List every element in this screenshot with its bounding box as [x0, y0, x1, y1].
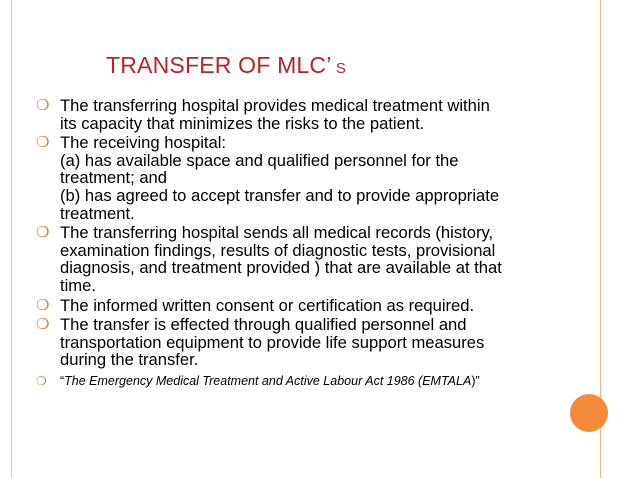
- bullet-text-line: The transfer is effected through qualified personnel and: [60, 315, 467, 335]
- reference-line: [60, 373, 586, 389]
- bullet-marker-icon: ❍: [36, 373, 47, 388]
- bullet-marker-icon: ❍: [36, 296, 50, 314]
- orange-circle-decoration: [570, 394, 608, 432]
- bullet-list: [36, 97, 586, 391]
- bullet-text-line: transportation equipment to provide life support measures: [60, 332, 485, 352]
- bullet-item-reference: [36, 373, 586, 389]
- slide-title: [106, 52, 346, 79]
- bullet-text-line: its capacity that minimizes the risks to the patient.: [60, 113, 425, 133]
- bullet-text-line: diagnosis, and treatment provided ) that are available at that: [60, 258, 502, 278]
- bullet-text-line: The receiving hospital:: [60, 133, 227, 153]
- bullet-text-line: during the transfer.: [60, 350, 199, 370]
- slide-title-suffix: S: [331, 60, 347, 77]
- bullet-text-line: The informed written consent or certification as required.: [60, 295, 475, 315]
- bullet-marker-icon: ❍: [36, 316, 50, 334]
- bullet-text-line: (b) has agreed to accept transfer and to provide appropriate: [60, 185, 500, 205]
- reference-open-quote: “: [60, 373, 65, 388]
- bullet-text-line: The transferring hospital provides medical treatment within: [60, 96, 490, 115]
- bullet-item-3: [36, 224, 586, 294]
- bullet-item-1: [36, 97, 586, 132]
- bullet-marker-icon: ❍: [36, 224, 50, 242]
- bullet-text-line: treatment.: [60, 203, 135, 223]
- bullet-item-5: [36, 316, 586, 369]
- bullet-item-4: [36, 297, 586, 315]
- reference-text: The Emergency Medical Treatment and Active Labour Act 1986 (EMTALA: [64, 373, 472, 388]
- bullet-text-line: time.: [60, 275, 96, 295]
- bullet-marker-icon: ❍: [36, 134, 50, 152]
- bullet-item-2: [36, 134, 586, 222]
- bullet-text-line: The transferring hospital sends all medical records (history,: [60, 223, 494, 243]
- bullet-text-line: treatment; and: [60, 168, 168, 188]
- bullet-marker-icon: ❍: [36, 97, 50, 114]
- bullet-text-line: examination findings, results of diagnostic tests, provisional: [60, 240, 496, 260]
- slide-title-main: TRANSFER OF MLC’: [106, 52, 332, 78]
- left-border-line: [11, 0, 12, 478]
- reference-close: )”: [471, 373, 480, 388]
- bullet-text-line: (a) has available space and qualified personnel for the: [60, 150, 459, 170]
